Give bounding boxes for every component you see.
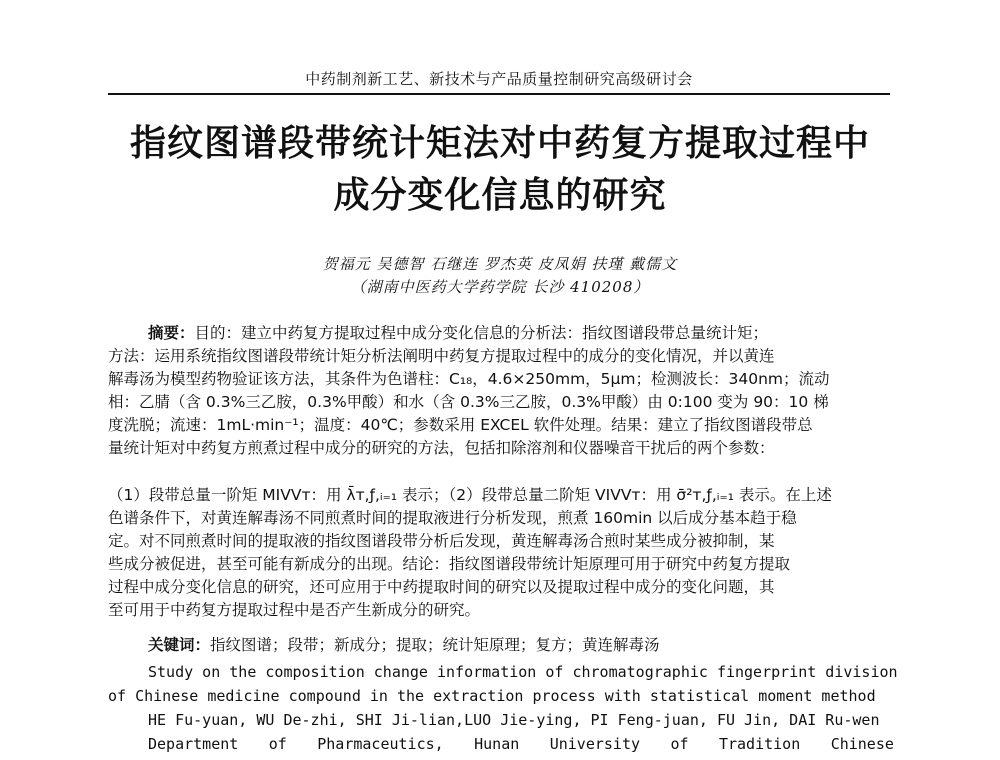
keywords	[148, 633, 660, 655]
abstract-part-2	[108, 484, 894, 622]
english-affiliation: Department of Pharmaceutics, Hunan University of Tradition Chinese	[148, 735, 894, 753]
title-line-1: 指纹图谱段带统计矩法对中药复方提取过程中	[129, 123, 870, 164]
abstract-line: 色谱条件下，对黄连解毒汤不同煎煮时间的提取液进行分析发现，煎煮 160min 以后成分基本趋于稳	[108, 509, 797, 527]
abstract-line: 些成分被促进，甚至可能有新成分的出现。结论：指纹图谱段带统计矩原理可用于研究中药复方提取	[108, 555, 791, 573]
keywords-label: 关键词：	[148, 636, 211, 654]
abstract-label: 摘要：	[148, 324, 195, 342]
abstract-line: 定。对不同煎煮时间的提取液的指纹图谱段带分析后发现，黄连解毒汤合煎时某些成分被抑制，某	[108, 532, 775, 550]
abstract-line: （1）段带总量一阶矩 MIVVᴛ：用 λ̄ᴛ,ƒ,ᵢ₌₁ 表示；（2）段带总量二阶矩 VIVVᴛ：用 σ̄²ᴛ,ƒ,ᵢ₌₁ 表示。在上述	[108, 486, 832, 504]
abstract-line: 解毒汤为模型药物验证该方法，其条件为色谱柱：C₁₈，4.6×250mm，5μm；检测波长：340nm；流动	[108, 370, 830, 388]
title-line-2: 成分变化信息的研究	[333, 175, 667, 216]
abstract-line: 方法：运用系统指纹图谱段带统计矩分析法阐明中药复方提取过程中的成分的变化情况，并以黄连	[108, 347, 775, 365]
abstract-line: 摘要：目的：建立中药复方提取过程中成分变化信息的分析法：指纹图谱段带总量统计矩；	[148, 324, 769, 342]
abstract-line: 相：乙腈（含 0.3%三乙胺，0.3%甲酸）和水（含 0.3%三乙胺，0.3%甲酸）由 0:100 变为 90：10 梯	[108, 393, 829, 411]
affiliation: （湖南中医药大学药学院 长沙 410208）	[350, 278, 650, 296]
english-title-line-1: Study on the composition change information of chromatographic fingerprint division	[148, 663, 898, 681]
abstract-line: 过程中成分变化信息的研究，还可应用于中药提取时间的研究以及提取过程中成分的变化问题，其	[108, 578, 775, 596]
abstract-line: 度洗脱；流速：1mL·min⁻¹；温度：40℃；参数采用 EXCEL 软件处理。结果：建立了指纹图谱段带总	[108, 416, 813, 434]
abstract-line: 量统计矩对中药复方煎煮过程中成分的研究的方法，包括扣除溶剂和仪器噪音干扰后的两个参数：	[108, 439, 775, 457]
english-title-line-2: of Chinese medicine compound in the extraction process with statistical moment method	[108, 687, 876, 705]
header-rule	[108, 93, 890, 95]
abstract-line: 至可用于中药复方提取过程中是否产生新成分的研究。	[108, 601, 481, 619]
english-authors: HE Fu-yuan, WU De-zhi, SHI Ji-lian,LUO Jie-ying, PI Feng-juan, FU Jin, DAI Ru-wen	[148, 711, 880, 729]
author-list: 贺福元 吴德智 石继连 罗杰英 皮凤娟 扶瑾 戴儒文	[322, 255, 678, 273]
keywords-text: 指纹图谱；段带；新成分；提取；统计矩原理；复方；黄连解毒汤	[210, 636, 660, 654]
paper-title	[60, 118, 940, 222]
abstract-part-1	[108, 322, 894, 460]
running-header: 中药制剂新工艺、新技术与产品质量控制研究高级研讨会	[305, 70, 693, 88]
